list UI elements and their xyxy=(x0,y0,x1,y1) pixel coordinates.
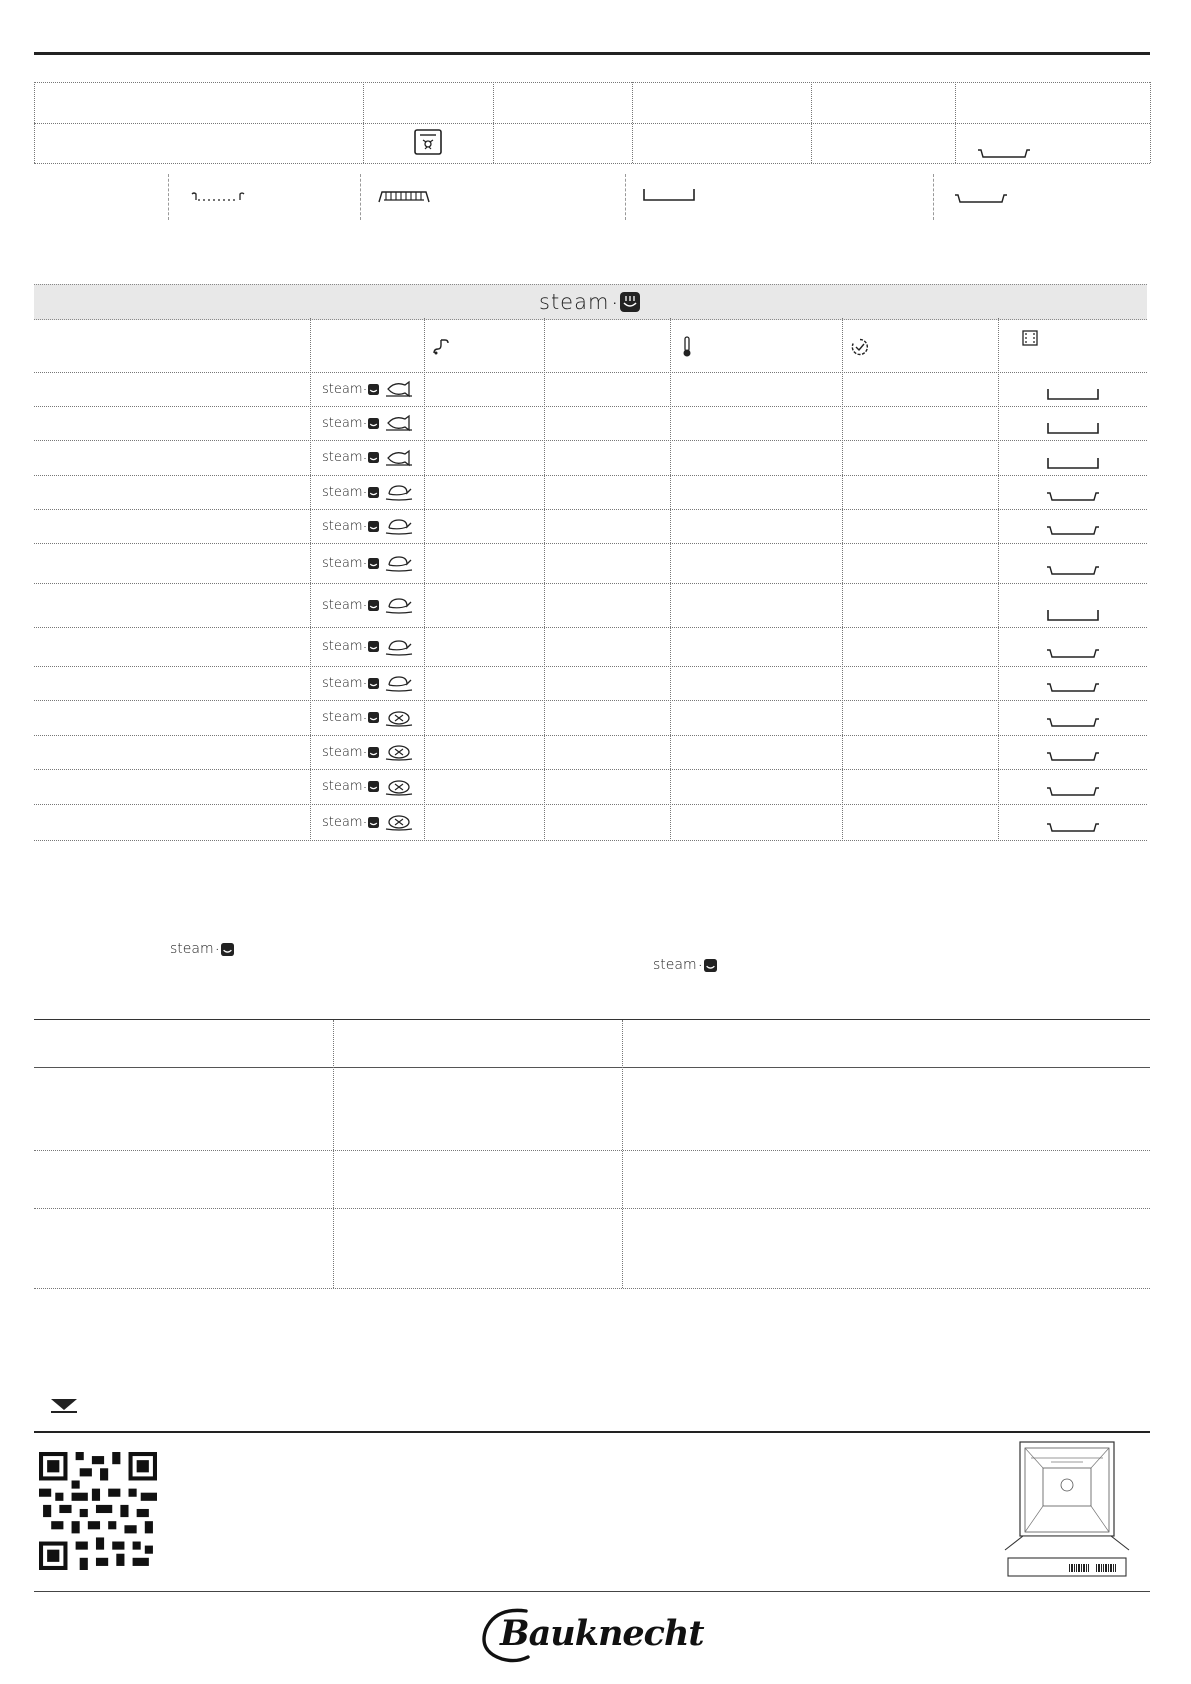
steam-drop-icon-small-2 xyxy=(704,959,717,972)
steam-drop-icon-mini xyxy=(368,418,379,429)
meat-icon xyxy=(385,553,413,573)
steam-drop-icon-mini xyxy=(368,487,379,498)
shallow-tray-icon xyxy=(1046,565,1100,577)
qr-code-icon xyxy=(39,1452,157,1570)
steam-drop-icon-mini xyxy=(368,747,379,758)
shallow-tray-icon xyxy=(1046,717,1100,729)
shallow-tray-icon xyxy=(1046,822,1100,834)
meat-icon xyxy=(385,595,413,615)
deep-tray-icon xyxy=(1046,422,1100,434)
fish-icon xyxy=(385,379,413,399)
steam-row-label: steam xyxy=(322,450,363,465)
grill-rack-icon xyxy=(378,188,430,204)
steam-drop-icon-mini xyxy=(368,678,379,689)
timer-icon xyxy=(851,338,869,356)
steam-row-mode: steam · xyxy=(322,812,413,832)
steam-drop-icon-mini xyxy=(368,452,379,463)
meat-icon xyxy=(385,637,413,657)
wire-shelf-icon xyxy=(190,191,246,203)
water-tank-icon xyxy=(432,337,450,355)
note-left: steam · xyxy=(170,941,234,957)
download-arrow-icon xyxy=(50,1398,78,1414)
thermometer-icon xyxy=(682,336,692,358)
steam-row-mode: steam · xyxy=(322,448,413,468)
note-right-steam: steam xyxy=(653,957,697,973)
steam-banner-separator: · xyxy=(612,294,618,310)
steam-row-label: steam xyxy=(322,518,363,534)
fish-icon xyxy=(385,448,413,468)
note-right: steam · xyxy=(653,957,717,973)
steam-drop-icon-mini xyxy=(368,521,379,532)
steam-row-label: steam xyxy=(322,744,363,760)
steam-drop-icon-mini xyxy=(368,712,379,723)
steam-drop-icon-mini xyxy=(368,384,379,395)
steam-row-label: steam xyxy=(322,484,363,500)
steam-row-label: steam xyxy=(322,381,363,397)
shallow-tray-icon xyxy=(1046,491,1100,503)
steam-row-label: steam xyxy=(322,710,363,725)
deep-tray-icon xyxy=(1046,457,1100,469)
shallow-tray-icon xyxy=(1046,648,1100,660)
oven-fan-grill-icon xyxy=(414,129,442,155)
steam-drop-icon-small xyxy=(221,943,234,956)
steam-row-mode: steam · xyxy=(322,379,413,399)
note-left-steam: steam xyxy=(170,941,214,957)
bread-icon xyxy=(385,777,413,797)
steam-row-label: steam xyxy=(322,415,363,431)
steam-row-mode: steam · xyxy=(322,413,413,433)
steam-drop-icon-mini xyxy=(368,641,379,652)
steam-drop-icon-mini xyxy=(368,781,379,792)
footer-bottom-rule xyxy=(34,1591,1150,1592)
steam-row-mode: steam · xyxy=(322,595,413,615)
steam-row-label: steam xyxy=(322,814,363,830)
fish-icon xyxy=(385,413,413,433)
steam-row-label: steam xyxy=(322,555,363,571)
meat-icon xyxy=(385,516,413,536)
bread-icon xyxy=(385,812,413,832)
steam-banner xyxy=(34,284,1147,320)
meat-icon xyxy=(385,482,413,502)
steam-row-mode: steam · xyxy=(322,516,413,536)
shallow-tray-icon xyxy=(1046,682,1100,694)
meat-icon xyxy=(385,673,413,693)
steam-row-mode: steam · xyxy=(322,708,413,728)
brand-name: Bauknecht xyxy=(500,1613,704,1654)
shelf-level-icon xyxy=(1022,330,1038,346)
steam-row-label: steam xyxy=(322,675,363,691)
top-rule xyxy=(34,52,1150,55)
baking-tray-icon xyxy=(642,188,696,202)
deep-tray-icon xyxy=(1046,388,1100,400)
drip-tray-icon-2 xyxy=(954,194,1008,204)
steam-row-label: steam xyxy=(322,779,363,794)
steam-row-label: steam xyxy=(322,597,363,613)
drip-tray-icon xyxy=(977,149,1031,159)
steam-row-mode: steam · xyxy=(322,777,413,797)
footer-top-rule xyxy=(34,1431,1150,1433)
steam-drop-icon-mini xyxy=(368,600,379,611)
steam-row-mode: steam · xyxy=(322,637,413,657)
steam-drop-icon-mini xyxy=(368,817,379,828)
steam-drop-icon xyxy=(620,292,640,312)
deep-tray-icon xyxy=(1046,609,1100,621)
steam-row-mode: steam · xyxy=(322,482,413,502)
steam-row-mode: steam · xyxy=(322,742,413,762)
steam-row-label: steam xyxy=(322,639,363,654)
steam-banner-label: steam xyxy=(539,290,610,314)
bread-icon xyxy=(385,742,413,762)
oven-door-icon xyxy=(1003,1440,1133,1580)
shallow-tray-icon xyxy=(1046,786,1100,798)
brand-logo xyxy=(478,1603,718,1665)
bread-icon xyxy=(385,708,413,728)
shallow-tray-icon xyxy=(1046,751,1100,763)
steam-row-mode: steam · xyxy=(322,673,413,693)
steam-drop-icon-mini xyxy=(368,558,379,569)
shallow-tray-icon xyxy=(1046,525,1100,537)
steam-row-mode: steam · xyxy=(322,553,413,573)
